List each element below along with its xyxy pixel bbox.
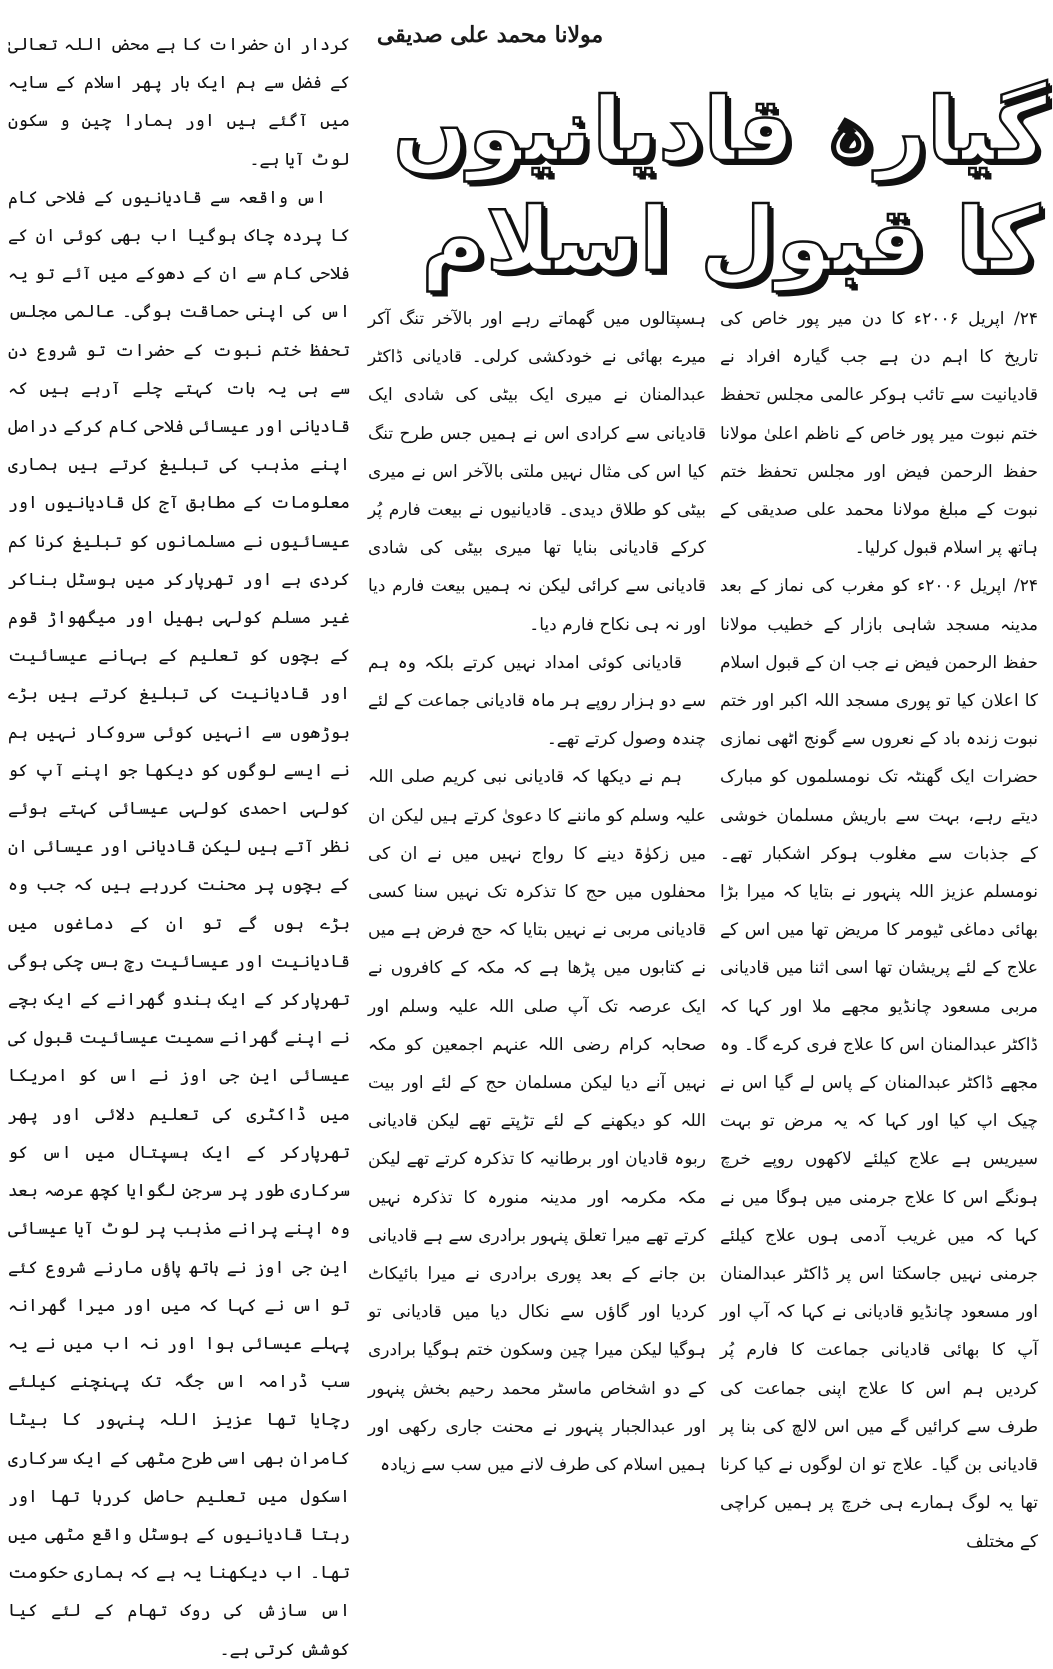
paragraph: کردار ان حضرات کا ہے محض اللہ تعالیٰ کے فضل سے ہم ایک بار پھر اسلام کے سایہ میں آگئے ہیں اور ہمارا چین و سکون لوٹ آیا ہے۔ (8, 35, 350, 170)
article-column-middle (368, 300, 706, 1476)
article-column-right (720, 300, 1038, 1552)
headline-line-1: گیارہ قادیانیوں (392, 78, 1047, 181)
paragraph: ہسپتالوں میں گھماتے رہے اور بالآخر تنگ آکر میرے بھائی نے خودکشی کرلی۔ قادیانی ڈاکٹر عبدالمنان نے میری ایک بیٹی کی شادی ایک قادیانی سے کرادی اس نے ہمیں جس طرح تنگ کیا اس کی مثال نہیں ملتی بالآخر اس نے میری بیٹی کو طلاق دیدی۔ قادیانیوں نے بیعت فارم پُر کرکے قادیانی بنایا تھا میری بیٹی کی شادی قادیانی سے کرائی لیکن نہ ہمیں بیعت فارم دیا اور نہ ہی نکاح فارم دیا۔ (368, 309, 706, 635)
author-byline: مولانا محمد علی صدیقی (376, 22, 604, 48)
paragraph: اس واقعہ سے قادیانیوں کے فلاحی کام کا پردہ چاک ہوگیا اب بھی کوئی ان کے فلاحی کام سے ان کے دھوکے میں آئے تو یہ اس کی اپنی حماقت ہوگی۔ عالمی مجلس تحفظ ختم نبوت کے حضرات تو شروع دن سے ہی یہ بات کہتے چلے آرہے ہیں کہ قادیانی اور عیسائی فلاحی کام کرکے دراصل اپنے مذہب کی تبلیغ کرتے ہیں ہماری معلومات کے مطابق آج کل قادیانیوں اور عیسائیوں نے مسلمانوں کو تبلیغ کرنا کم کردی ہے اور تھرپارکر میں ہوسٹل بناکر غیر مسلم کولہی بھیل اور میگھواڑ قوم کے بچوں کو تعلیم کے بہانے عیسائیت اور قادیانیت کی تبلیغ کرتے ہیں بڑے بوڑھوں سے انہیں کوئی سروکار نہیں ہم نے ایسے لوگوں کو دیکھا جو اپنے آپ کو کولہی احمدی کولہی عیسائی کہتے ہوئے نظر آتے ہیں لیکن قادیانی اور عیسائی ان کے بچوں پر محنت کررہے ہیں کہ جب وہ بڑے ہوں گے تو ان کے دماغوں میں قادیانیت اور عیسائیت رچ بس چکی ہوگی تھرپارکر کے ایک ہندو گھرانے کے ایک بچے نے اپنے گھرانے سمیت عیسائیت قبول کی عیسائی این جی اوز نے اس کو امریکا میں ڈاکٹری کی تعلیم دلائی اور پھر تھرپارکر کے ایک ہسپتال میں اس کو سرکاری طور پر سرجن لگوایا کچھ عرصہ بعد وہ اپنے پرانے مذہب پر لوٹ آیا عیسائی این جی اوز نے ہاتھ پاؤں مارنے شروع کئے تو اس نے کہا کہ میں اور میرا گھرانہ پہلے عیسائی ہوا اور نہ اب میں نے یہ سب ڈرامہ اس جگہ تک پہنچنے کیلئے رچایا تھا عزیز اللہ پنہور کا بیٹا کامران بھی اسی طرح مٹھی کے ایک سرکاری اسکول میں تعلیم حاصل کررہا تھا اور رہتا قادیانیوں کے ہوسٹل واقع مٹھی میں تھا۔ اب دیکھنا یہ ہے کہ ہماری حکومت اس سازش کی روک تھام کے لئے کیا کوشش کرتی ہے۔ (8, 187, 350, 1660)
paragraph: ۲۴/ اپریل ۲۰۰۶ء کا دن میر پور خاص کی تاریخ کا اہم دن ہے جب گیارہ افراد نے قادیانیت سے تائب ہوکر عالمی مجلس تحفظ ختم نبوت میر پور خاص کے ناظم اعلیٰ مولانا حفظ الرحمن فیض اور مجلس تحفظ ختم نبوت کے مبلغ مولانا محمد علی صدیقی کے ہاتھ پر اسلام قبول کرلیا۔ (720, 309, 1038, 559)
headline-line-2: کا قبول اسلام (421, 188, 1040, 291)
paragraph: ۲۴/ اپریل ۲۰۰۶ء کو مغرب کی نماز کے بعد مدینہ مسجد شاہی بازار کے خطیب مولانا حفظ الرحمن فیض نے جب ان کے قبول اسلام کا اعلان کیا تو پوری مسجد اللہ اکبر اور ختم نبوت زندہ باد کے نعروں سے گونج اٹھی نمازی حضرات ایک گھنٹہ تک نومسلموں کو مبارک دیتے رہے، بہت سے باریش مسلمان خوشی کے جذبات سے مغلوب ہوکر اشکبار تھے۔ نومسلم عزیز اللہ پنہور نے بتایا کہ میرا بڑا بھائی دماغی ٹیومر کا مریض تھا میں اس کے علاج کے لئے پریشان تھا اسی اثنا میں قادیانی مربی مسعود چانڈیو مجھے ملا اور کہا کہ ڈاکٹر عبدالمنان اس کا علاج فری کرے گا۔ وہ مجھے ڈاکٹر عبدالمنان کے پاس لے گیا اس نے چیک اپ کیا اور کہا کہ یہ مرض تو بہت سیریس ہے علاج کیلئے لاکھوں روپے خرچ ہونگے اس کا علاج جرمنی میں ہوگا میں نے کہا کہ میں غریب آدمی ہوں علاج کیلئے جرمنی نہیں جاسکتا اس پر ڈاکٹر عبدالمنان اور مسعود چانڈیو قادیانی نے کہا کہ آپ اور آپ کا بھائی قادیانی جماعت کا فارم پُر کردیں ہم اس کا علاج اپنی جماعت کی طرف سے کرائیں گے میں اس لالچ کی بنا پر قادیانی بن گیا۔ علاج تو ان لوگوں نے کیا کرنا تھا یہ لوگ ہمارے ہی خرچ پر ہمیں کراچی کے مختلف (720, 576, 1038, 1552)
paragraph: قادیانی کوئی امداد نہیں کرتے بلکہ وہ ہم سے دو ہزار روپے ہر ماہ قادیانی جماعت کے لئے چندہ وصول کرتے تھے۔ (368, 652, 706, 750)
paragraph: ہم نے دیکھا کہ قادیانی نبی کریم صلی اللہ علیہ وسلم کو ماننے کا دعویٰ کرتے ہیں لیکن ان میں زکوٰۃ دینے کا رواج نہیں میں نے ان کی محفلوں میں حج کا تذکرہ تک نہیں سنا کسی قادیانی مربی نے نہیں بتایا کہ حج فرض ہے میں نے کتابوں میں پڑھا ہے کہ مکہ کے کافروں نے ایک عرصہ تک آپ صلی اللہ علیہ وسلم اور صحابہ کرام رضی اللہ عنہم اجمعین کو مکہ نہیں آنے دیا لیکن مسلمان حج کے لئے اور بیت اللہ کو دیکھنے کے لئے تڑپتے تھے لیکن قادیانی ربوہ قادیان اور برطانیہ کا تذکرہ کرتے تھے لیکن مکہ مکرمہ اور مدینہ منورہ کا تذکرہ نہیں کرتے تھے میرا تعلق پنہور برادری سے ہے قادیانی بن جانے کے بعد پوری برادری نے میرا بائیکاٹ کردیا اور گاؤں سے نکال دیا میں قادیانی تو ہوگیا لیکن میرا چین وسکون ختم ہوگیا برادری کے دو اشخاص ماسٹر محمد رحیم بخش پنہور اور عبدالجبار پنہور نے محنت جاری رکھی اور ہمیں اسلام کی طرف لانے میں سب سے زیادہ (368, 767, 706, 1476)
article-column-left (8, 26, 350, 1660)
